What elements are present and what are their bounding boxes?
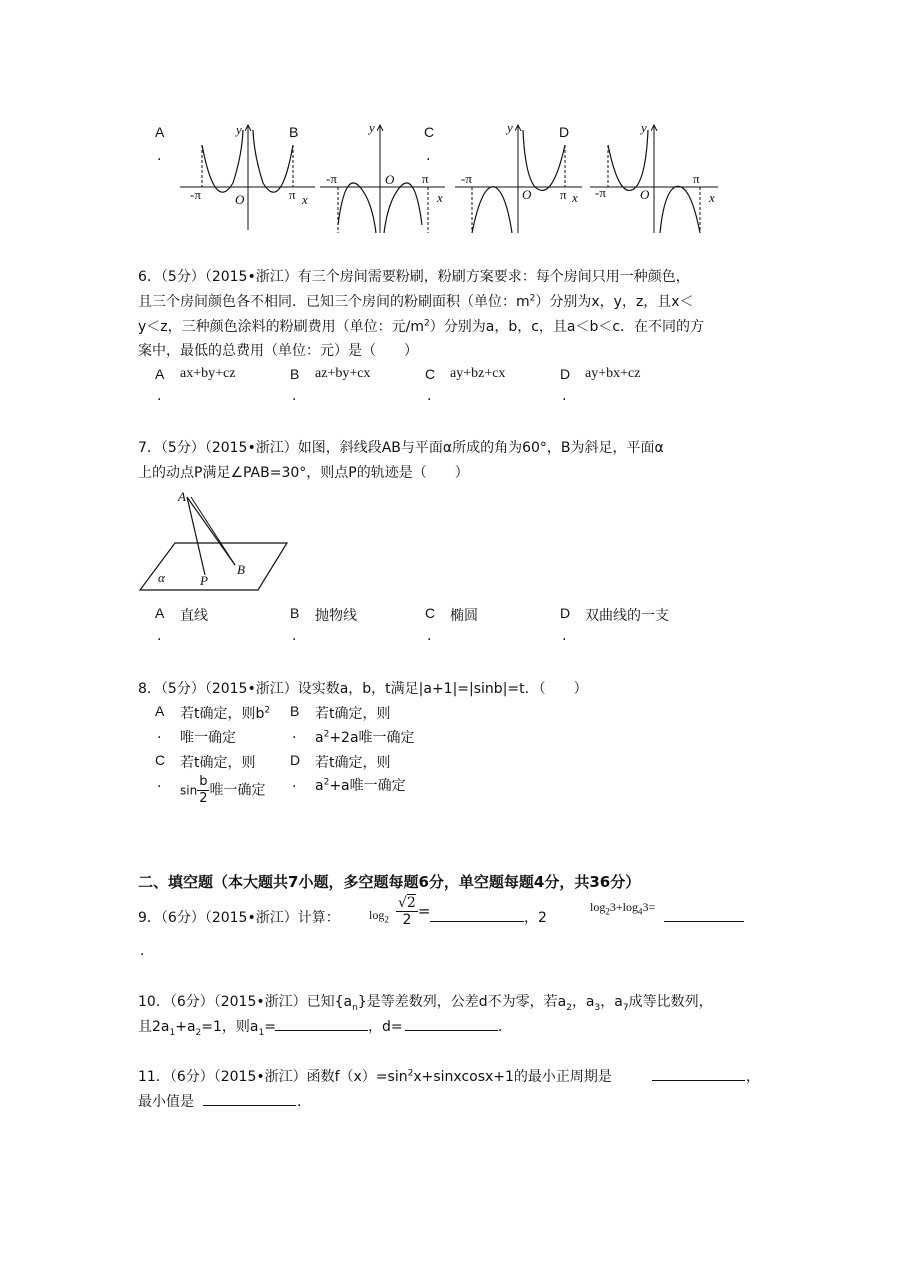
q7-fig-label-p: P	[200, 573, 208, 588]
q6-line-3: y＜z，三种颜色涂料的粉刷费用（单位：元$/m^2$）分别为a，b，c，且a＜b＜c．在不同的方	[138, 318, 705, 335]
q11-line-1: 11．（6分）（2015•浙江）函数$f(x)=\sin^2x+sinxcosx+1$的最小正周期是	[138, 1068, 612, 1085]
graph3-pi: π	[560, 187, 567, 202]
graph1-axis-x: x	[302, 192, 308, 207]
section-2-title: 二、填空题（本大题共7小题，多空题每题6分，单空题每题4分，共36分）	[138, 873, 641, 891]
q7-option-a-dot: .	[157, 628, 162, 644]
graph3-axis-y: y	[507, 120, 513, 135]
q6-option-b-dot: .	[292, 388, 297, 404]
q7-fig-label-a: A	[178, 489, 186, 504]
q8-option-c-dot: .	[157, 775, 162, 791]
q7-option-d-letter[interactable]: D	[560, 605, 571, 621]
q11-tail: ．	[297, 1094, 311, 1110]
q7-option-b-dot: .	[292, 628, 297, 644]
q8-option-d-line2[interactable]: $a^2+a$唯一确定	[315, 777, 406, 794]
q8-option-b-dot: .	[292, 726, 297, 742]
graph2-axis-y: y	[369, 120, 375, 135]
q6-option-c-dot: .	[427, 388, 432, 404]
q8-option-c-line1[interactable]: 若t确定，则	[180, 755, 256, 771]
q9-prefix: 9．（6分）（2015•浙江）计算：	[138, 910, 340, 926]
q8-option-d-dot: .	[292, 775, 297, 791]
q11-comma: ，	[746, 1069, 760, 1085]
q7-line-2: 上的动点P满足∠PAB=30°，则点P的轨迹是（ ）	[138, 465, 469, 481]
q6-option-d-dot: .	[562, 388, 567, 404]
q11-line-2: 最小值是	[138, 1094, 194, 1110]
q8-line-1: 8．（5分）（2015•浙江）设实数a，b，t满足|a+1|=|sinb|=t．（ ）	[138, 681, 588, 697]
graph1-axis-y: y	[236, 122, 242, 137]
q7-option-c-letter[interactable]: C	[425, 605, 436, 621]
q10-tail: ．	[498, 1019, 512, 1035]
q10-answer-blank-d[interactable]	[405, 1015, 498, 1031]
graph-label-c: C	[424, 124, 435, 140]
q7-line-1: 7．（5分）（2015•浙江）如图，斜线段AB与平面α所成的角为60°，B为斜足，平面α	[138, 440, 664, 456]
q6-option-b-letter[interactable]: B	[290, 366, 300, 382]
q8-option-c-letter[interactable]: C	[155, 752, 166, 768]
q6-line-4: 案中，最低的总费用（单位：元）是（ ）	[138, 343, 418, 359]
q10-d-label: ，d=	[368, 1019, 403, 1035]
q8-option-a-letter[interactable]: A	[155, 703, 165, 719]
q8-option-b-letter[interactable]: B	[290, 703, 300, 719]
q7-fig-label-b: B	[237, 562, 245, 577]
function-graphs-figure	[140, 115, 740, 245]
q9-tail: ．	[140, 943, 154, 959]
q7-option-b-text[interactable]: 抛物线	[315, 608, 357, 624]
q8-option-a-dot: .	[157, 726, 162, 742]
q7-fig-label-alpha: α	[158, 570, 165, 585]
graph-label-a-dot: .	[157, 148, 162, 164]
q9-separator: ，2	[524, 910, 547, 926]
q8-option-b-line2[interactable]: $a^2+2a$唯一确定	[315, 729, 415, 746]
graph4-axis-x: x	[709, 190, 715, 205]
q6-option-d-text[interactable]: ay+bx+cz	[585, 366, 641, 381]
q10-line-1: 10．（6分）（2015•浙江）已知$\{a_n\}$是等差数列，公差d不为零，若$a_2$，$a_3$，$a_7$成等比数列，	[138, 994, 713, 1013]
graph2-origin: O	[385, 172, 395, 187]
q7-option-a-text[interactable]: 直线	[180, 608, 208, 624]
q9-fraction: $\frac{√2}{2}$ =	[398, 895, 431, 928]
q7-option-d-text[interactable]: 双曲线的一支	[585, 608, 669, 624]
graph-label-c-dot: .	[426, 148, 431, 164]
graph-label-b: B	[289, 124, 299, 140]
q6-option-c-text[interactable]: ay+bz+cx	[450, 366, 506, 381]
q6-option-b-text[interactable]: az+by+cx	[315, 366, 371, 381]
graph1-pi: π	[289, 187, 296, 202]
q6-option-c-letter[interactable]: C	[425, 366, 436, 382]
graph3-axis-x: x	[572, 190, 578, 205]
graph2-axis-x: x	[437, 190, 443, 205]
q6-option-a-text[interactable]: ax+by+cz	[180, 366, 236, 381]
q11-answer-blank-period[interactable]	[652, 1065, 745, 1081]
q8-option-b-line1[interactable]: 若t确定，则	[315, 706, 391, 722]
q7-option-b-letter[interactable]: B	[290, 605, 300, 621]
q8-option-d-letter[interactable]: D	[290, 752, 301, 768]
q7-option-a-letter[interactable]: A	[155, 605, 165, 621]
q6-line-2: 且三个房间颜色各不相同．已知三个房间的粉刷面积（单位：$m^2$）分别为x，y，z，且x＜	[138, 293, 694, 310]
q6-option-a-dot: .	[157, 388, 162, 404]
q8-option-a-line2[interactable]: 唯一确定	[180, 730, 236, 746]
q6-option-d-letter[interactable]: D	[560, 366, 571, 382]
q7-option-d-dot: .	[562, 628, 567, 644]
q6-line-1: 6．（5分）（2015•浙江）有三个房间需要粉刷，粉刷方案要求：每个房间只用一种颜色，	[138, 269, 690, 285]
q9-log: $\log_2$	[369, 908, 389, 925]
q7-option-c-text[interactable]: 椭圆	[450, 608, 478, 624]
graph4-axis-y: y	[641, 120, 647, 135]
q9-exponent: $\log_23+\log_43=$	[590, 900, 656, 917]
graph4-neg-pi: -π	[595, 185, 606, 200]
graph1-origin: O	[235, 192, 245, 207]
q10-answer-blank-a1[interactable]	[275, 1015, 368, 1031]
graph2-neg-pi: -π	[326, 171, 337, 186]
q10-line-2: 且$2a_1+a_2=1$，则$a_1=$	[138, 1019, 276, 1038]
graph-a-curve	[180, 125, 315, 230]
graph-c-curve	[455, 125, 582, 233]
q11-answer-blank-min[interactable]	[203, 1090, 296, 1106]
q9-answer-blank-1[interactable]	[430, 906, 524, 922]
graph3-origin: O	[522, 187, 532, 202]
graph2-pi: π	[422, 171, 429, 186]
graph1-neg-pi: -π	[190, 187, 201, 202]
graph-label-a: A	[155, 124, 165, 140]
graph-label-d: D	[559, 124, 570, 140]
q8-option-a-line1[interactable]: 若t确定，则$b^2$	[180, 705, 271, 722]
q9-answer-blank-2[interactable]	[664, 906, 744, 922]
q7-option-c-dot: .	[427, 628, 432, 644]
graph4-origin: O	[640, 187, 650, 202]
q8-option-d-line1[interactable]: 若t确定，则	[315, 755, 391, 771]
graph3-neg-pi: -π	[461, 171, 472, 186]
graph4-pi: π	[693, 171, 700, 186]
q8-option-c-line2[interactable]: sin $\frac{b}{2}$ 唯一确定	[180, 774, 266, 806]
q6-option-a-letter[interactable]: A	[155, 366, 165, 382]
